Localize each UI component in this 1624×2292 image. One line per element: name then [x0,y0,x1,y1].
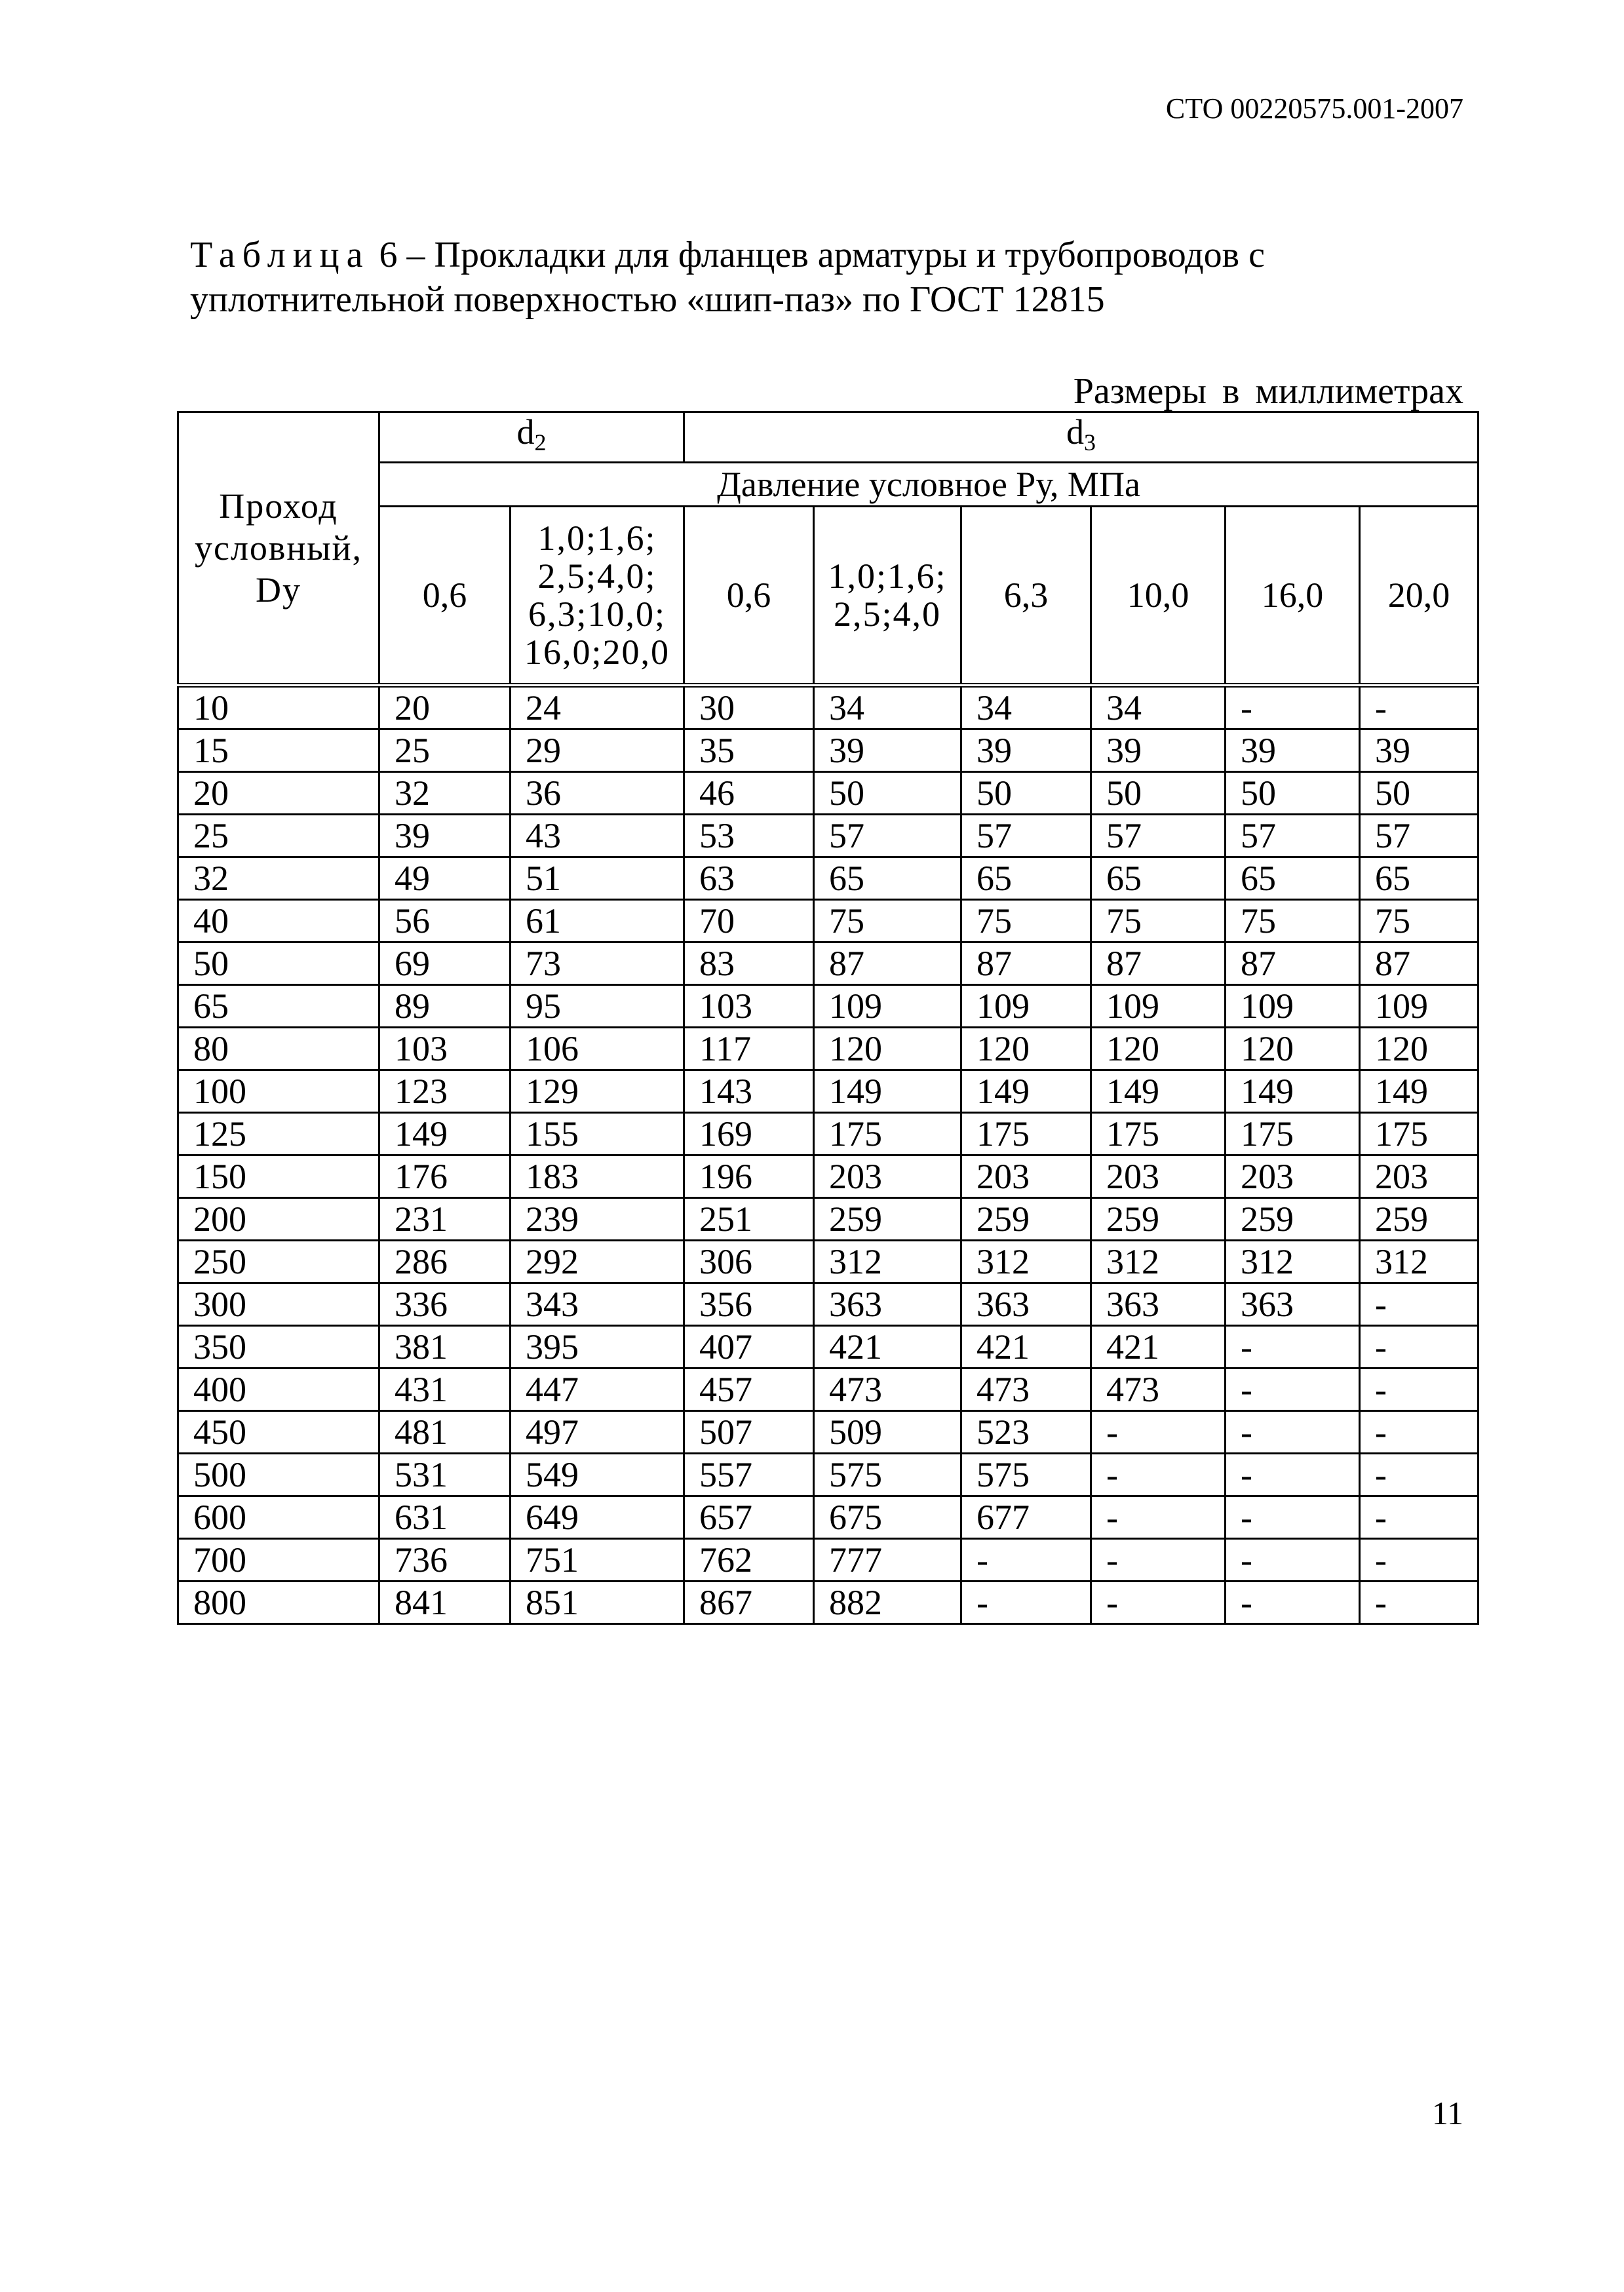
cell-dimension: - [1360,1454,1479,1496]
cell-dimension: - [1226,1411,1360,1454]
cell-dimension: 507 [684,1411,814,1454]
cell-nominal-diameter: 350 [178,1326,379,1369]
header-row-top [178,412,1479,463]
table-row [178,1369,1479,1411]
cell-dimension: - [1226,1539,1360,1582]
cell-dimension: 447 [511,1369,684,1411]
header-d2-sub: 2 [534,429,547,456]
cell-dimension: 203 [814,1156,961,1198]
cell-dimension: 176 [379,1156,511,1198]
cell-dimension: 431 [379,1369,511,1411]
table-row [178,1070,1479,1113]
cell-dimension: 75 [961,900,1091,942]
cell-dimension: 575 [961,1454,1091,1496]
table-row [178,985,1479,1028]
cell-dimension: 75 [1226,900,1360,942]
cell-dimension: 109 [961,985,1091,1028]
cell-dimension: 421 [961,1326,1091,1369]
cell-dimension: 196 [684,1156,814,1198]
table-row [178,1582,1479,1624]
cell-nominal-diameter: 400 [178,1369,379,1411]
cell-dimension: 75 [1360,900,1479,942]
cell-dimension: 149 [961,1070,1091,1113]
cell-nominal-diameter: 15 [178,729,379,772]
cell-dimension: 169 [684,1113,814,1156]
cell-dimension: - [1360,1539,1479,1582]
cell-dimension: 575 [814,1454,961,1496]
header-d2 [379,412,684,463]
cell-dimension: - [1226,686,1360,729]
cell-nominal-diameter: 80 [178,1028,379,1070]
cell-dimension: - [1091,1454,1226,1496]
cell-dimension: 32 [379,772,511,815]
cell-dimension: 109 [1091,985,1226,1028]
cell-dimension: 292 [511,1241,684,1283]
cell-nominal-diameter: 65 [178,985,379,1028]
table-row [178,1454,1479,1496]
cell-dimension: 286 [379,1241,511,1283]
cell-dimension: - [1360,1496,1479,1539]
cell-dimension: 43 [511,815,684,857]
header-pressure-value: 1,0;1,6; 2,5;4,0; 6,3;10,0; 16,0;20,0 [511,507,684,686]
cell-dimension: 481 [379,1411,511,1454]
cell-dimension: 36 [511,772,684,815]
table-row [178,1411,1479,1454]
cell-nominal-diameter: 700 [178,1539,379,1582]
cell-dimension: 20 [379,686,511,729]
cell-dimension: 49 [379,857,511,900]
cell-dimension: 143 [684,1070,814,1113]
cell-nominal-diameter: 250 [178,1241,379,1283]
cell-nominal-diameter: 150 [178,1156,379,1198]
cell-dimension: 259 [961,1198,1091,1241]
cell-dimension: 381 [379,1326,511,1369]
cell-dimension: 657 [684,1496,814,1539]
header-pressure: Давление условное Ру, МПа [379,463,1479,507]
cell-dimension: 473 [961,1369,1091,1411]
cell-dimension: 57 [1226,815,1360,857]
table-row [178,900,1479,942]
cell-dimension: - [1360,686,1479,729]
table-row [178,772,1479,815]
cell-dimension: 56 [379,900,511,942]
cell-dimension: 50 [1091,772,1226,815]
cell-nominal-diameter: 50 [178,942,379,985]
table-row [178,686,1479,729]
table-row [178,1283,1479,1326]
cell-dimension: 87 [814,942,961,985]
cell-dimension: 87 [1360,942,1479,985]
cell-dimension: 677 [961,1496,1091,1539]
cell-dimension: 549 [511,1454,684,1496]
cell-dimension: - [1226,1369,1360,1411]
cell-dimension: 50 [1360,772,1479,815]
cell-dimension: 109 [1226,985,1360,1028]
cell-nominal-diameter: 300 [178,1283,379,1326]
cell-dimension: 117 [684,1028,814,1070]
header-d3-sub: 3 [1084,429,1096,456]
cell-dimension: 57 [961,815,1091,857]
table-row [178,1326,1479,1369]
cell-dimension: 175 [1091,1113,1226,1156]
cell-nominal-diameter: 450 [178,1411,379,1454]
cell-dimension: 39 [1360,729,1479,772]
table-row [178,1156,1479,1198]
cell-dimension: - [1091,1539,1226,1582]
cell-dimension: - [1360,1369,1479,1411]
cell-dimension: 65 [961,857,1091,900]
cell-dimension: 53 [684,815,814,857]
table-row [178,1198,1479,1241]
cell-dimension: 34 [961,686,1091,729]
table-row [178,942,1479,985]
cell-dimension: - [961,1539,1091,1582]
header-pressure-value: 16,0 [1226,507,1360,686]
cell-dimension: 120 [1091,1028,1226,1070]
cell-dimension: 231 [379,1198,511,1241]
cell-dimension: 473 [814,1369,961,1411]
cell-dimension: - [1360,1283,1479,1326]
cell-dimension: 306 [684,1241,814,1283]
cell-dimension: 363 [1091,1283,1226,1326]
cell-dimension: 312 [1226,1241,1360,1283]
cell-dimension: 312 [961,1241,1091,1283]
cell-dimension: 259 [814,1198,961,1241]
cell-dimension: - [1226,1454,1360,1496]
cell-dimension: 57 [1091,815,1226,857]
cell-dimension: 363 [1226,1283,1360,1326]
cell-dimension: 87 [1226,942,1360,985]
cell-dimension: 73 [511,942,684,985]
cell-dimension: 531 [379,1454,511,1496]
cell-dimension: 34 [1091,686,1226,729]
cell-dimension: 149 [379,1113,511,1156]
cell-dimension: - [1360,1411,1479,1454]
cell-dimension: 497 [511,1411,684,1454]
table-row [178,1539,1479,1582]
cell-dimension: 421 [814,1326,961,1369]
cell-dimension: 363 [814,1283,961,1326]
cell-dimension: 557 [684,1454,814,1496]
table-body [178,686,1479,1624]
header-d3-base: d [1066,412,1084,452]
cell-dimension: 841 [379,1582,511,1624]
cell-dimension: 336 [379,1283,511,1326]
cell-dimension: 867 [684,1582,814,1624]
cell-dimension: - [1360,1582,1479,1624]
cell-dimension: 259 [1360,1198,1479,1241]
cell-dimension: 70 [684,900,814,942]
cell-dimension: 175 [1226,1113,1360,1156]
cell-dimension: 183 [511,1156,684,1198]
cell-nominal-diameter: 125 [178,1113,379,1156]
table-row [178,1496,1479,1539]
cell-dimension: 51 [511,857,684,900]
cell-dimension: 203 [1360,1156,1479,1198]
cell-dimension: 25 [379,729,511,772]
header-pressure-value: 20,0 [1360,507,1479,686]
table-caption-label: Таблица [190,235,370,275]
cell-dimension: 149 [1091,1070,1226,1113]
cell-dimension: 631 [379,1496,511,1539]
cell-dimension: 39 [961,729,1091,772]
cell-dimension: - [961,1582,1091,1624]
cell-dimension: 751 [511,1539,684,1582]
table-caption [190,233,1435,322]
cell-nominal-diameter: 32 [178,857,379,900]
cell-nominal-diameter: 200 [178,1198,379,1241]
cell-dimension: 50 [1226,772,1360,815]
cell-dimension: 203 [961,1156,1091,1198]
cell-dimension: 407 [684,1326,814,1369]
cell-nominal-diameter: 40 [178,900,379,942]
cell-nominal-diameter: 25 [178,815,379,857]
cell-nominal-diameter: 20 [178,772,379,815]
cell-dimension: - [1226,1326,1360,1369]
cell-dimension: 50 [814,772,961,815]
cell-dimension: 61 [511,900,684,942]
table-row [178,815,1479,857]
cell-dimension: 149 [1360,1070,1479,1113]
header-pressure-value: 0,6 [379,507,511,686]
header-pressure-value: 6,3 [961,507,1091,686]
header-nominal-diameter: Проход условный, Dy [178,412,379,686]
cell-nominal-diameter: 10 [178,686,379,729]
cell-dimension: 762 [684,1539,814,1582]
cell-dimension: 103 [684,985,814,1028]
cell-dimension: 103 [379,1028,511,1070]
cell-dimension: 259 [1091,1198,1226,1241]
cell-dimension: 50 [961,772,1091,815]
cell-dimension: 30 [684,686,814,729]
cell-dimension: 149 [814,1070,961,1113]
cell-dimension: 39 [1091,729,1226,772]
cell-dimension: 46 [684,772,814,815]
cell-dimension: 363 [961,1283,1091,1326]
cell-dimension: 395 [511,1326,684,1369]
cell-dimension: - [1091,1411,1226,1454]
cell-dimension: 239 [511,1198,684,1241]
cell-dimension: 65 [1226,857,1360,900]
cell-dimension: 457 [684,1369,814,1411]
cell-dimension: 175 [1360,1113,1479,1156]
cell-dimension: 120 [814,1028,961,1070]
cell-dimension: 109 [814,985,961,1028]
cell-dimension: 473 [1091,1369,1226,1411]
cell-nominal-diameter: 600 [178,1496,379,1539]
header-pressure-value: 1,0;1,6; 2,5;4,0 [814,507,961,686]
cell-dimension: 777 [814,1539,961,1582]
table-row [178,1241,1479,1283]
cell-nominal-diameter: 100 [178,1070,379,1113]
cell-nominal-diameter: 800 [178,1582,379,1624]
cell-dimension: 155 [511,1113,684,1156]
table-row [178,1113,1479,1156]
cell-dimension: 39 [379,815,511,857]
cell-dimension: 675 [814,1496,961,1539]
cell-dimension: 175 [961,1113,1091,1156]
cell-dimension: 89 [379,985,511,1028]
cell-dimension: 203 [1226,1156,1360,1198]
cell-dimension: 69 [379,942,511,985]
cell-dimension: 63 [684,857,814,900]
cell-dimension: 312 [1091,1241,1226,1283]
units-note: Размеры в миллиметрах [1073,371,1463,412]
cell-dimension: 57 [1360,815,1479,857]
cell-dimension: 83 [684,942,814,985]
cell-dimension: 75 [814,900,961,942]
cell-dimension: 251 [684,1198,814,1241]
document-code: СТО 00220575.001-2007 [1165,92,1463,125]
cell-dimension: 57 [814,815,961,857]
cell-dimension: 203 [1091,1156,1226,1198]
cell-dimension: 312 [1360,1241,1479,1283]
cell-dimension: 356 [684,1283,814,1326]
table-row [178,729,1479,772]
gasket-dimensions-table [177,411,1479,1625]
page-number: 11 [1431,2095,1463,2131]
cell-dimension: 421 [1091,1326,1226,1369]
cell-dimension: 29 [511,729,684,772]
cell-dimension: 343 [511,1283,684,1326]
cell-dimension: 120 [1226,1028,1360,1070]
cell-dimension: - [1226,1496,1360,1539]
cell-dimension: 87 [1091,942,1226,985]
cell-dimension: 65 [1360,857,1479,900]
cell-dimension: 649 [511,1496,684,1539]
cell-dimension: 75 [1091,900,1226,942]
cell-dimension: 129 [511,1070,684,1113]
cell-dimension: 259 [1226,1198,1360,1241]
cell-dimension: 24 [511,686,684,729]
cell-dimension: 882 [814,1582,961,1624]
cell-dimension: 120 [1360,1028,1479,1070]
table-row [178,1028,1479,1070]
cell-dimension: 106 [511,1028,684,1070]
cell-dimension: - [1360,1326,1479,1369]
table-row [178,857,1479,900]
cell-dimension: 523 [961,1411,1091,1454]
cell-dimension: 109 [1360,985,1479,1028]
header-pressure-value: 10,0 [1091,507,1226,686]
header-pressure-value: 0,6 [684,507,814,686]
cell-dimension: 39 [1226,729,1360,772]
cell-dimension: 87 [961,942,1091,985]
cell-dimension: - [1091,1496,1226,1539]
cell-dimension: 95 [511,985,684,1028]
cell-dimension: - [1091,1582,1226,1624]
cell-dimension: 34 [814,686,961,729]
cell-dimension: 123 [379,1070,511,1113]
header-d3 [684,412,1479,463]
cell-dimension: 736 [379,1539,511,1582]
cell-dimension: 851 [511,1582,684,1624]
cell-dimension: 65 [814,857,961,900]
cell-dimension: 65 [1091,857,1226,900]
cell-nominal-diameter: 500 [178,1454,379,1496]
cell-dimension: 312 [814,1241,961,1283]
header-d2-base: d [516,412,535,452]
cell-dimension: - [1226,1582,1360,1624]
cell-dimension: 120 [961,1028,1091,1070]
cell-dimension: 149 [1226,1070,1360,1113]
cell-dimension: 39 [814,729,961,772]
cell-dimension: 175 [814,1113,961,1156]
cell-dimension: 35 [684,729,814,772]
table-caption-text: 6 – Прокладки для фланцев арматуры и трубопроводов с уплотнительной поверхностью «шип-паз» по ГОСТ 12815 [190,235,1265,320]
cell-dimension: 509 [814,1411,961,1454]
